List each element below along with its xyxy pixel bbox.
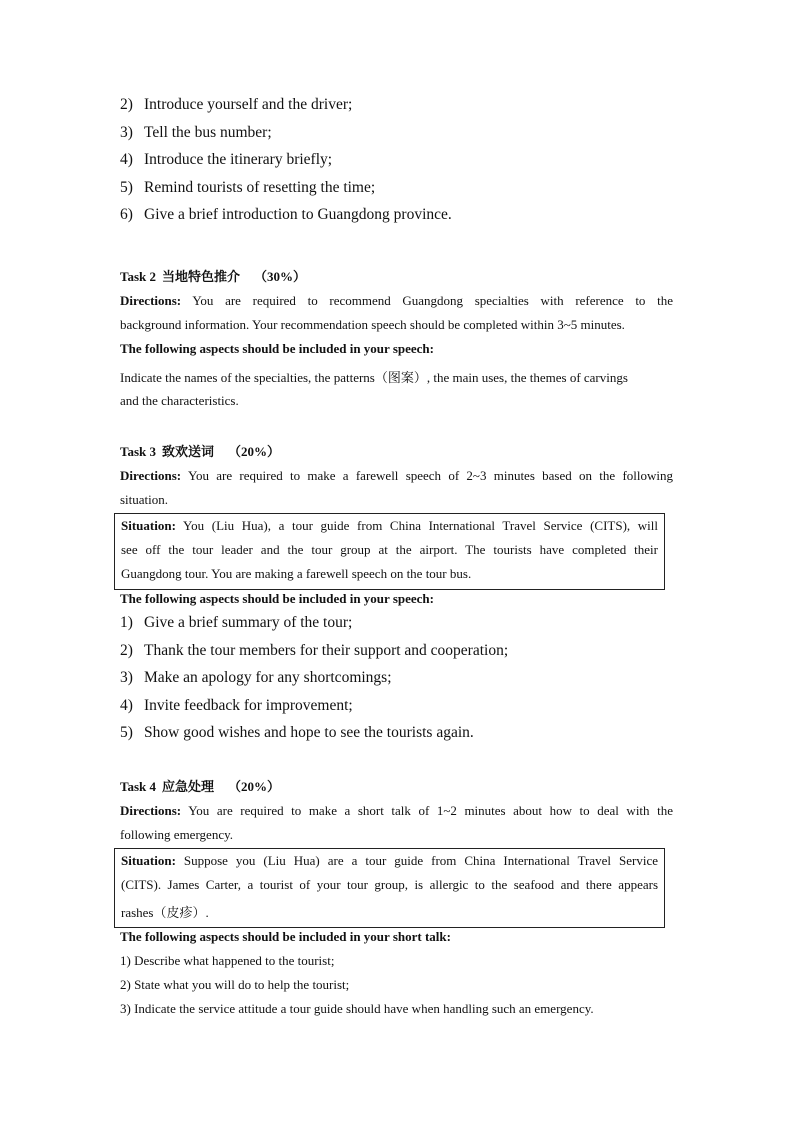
- task4-situation-box: [114, 848, 665, 928]
- task4-heading: Task 4 应急处理 （20%）: [120, 779, 281, 794]
- list-item: 5) Remind tourists of resetting the time;: [120, 179, 376, 196]
- list-item: 2) Thank the tour members for their support and cooperation;: [120, 642, 509, 659]
- task2-aspects-heading: The following aspects should be included in your speech:: [120, 341, 434, 356]
- list-item: 1) Give a brief summary of the tour;: [120, 614, 353, 631]
- list-item: 5) Show good wishes and hope to see the tourists again.: [120, 724, 474, 741]
- task4-directions-line2: following emergency.: [120, 827, 233, 842]
- list-item: 3) Make an apology for any shortcomings;: [120, 669, 392, 686]
- task2-aspects-line1: Indicate the names of the specialties, the patterns（图案）, the main uses, the themes of carvings: [120, 370, 628, 385]
- list-item: 2) State what you will do to help the tourist;: [120, 977, 350, 992]
- task2-directions-line2: background information. Your recommendation speech should be completed within 3~5 minutes.: [120, 317, 625, 332]
- task3-heading: Task 3 致欢送词 （20%）: [120, 444, 281, 459]
- task4-directions-line1: Directions: You are required to make a short talk of 1~2 minutes about how to deal with the: [120, 803, 673, 818]
- task2-heading: Task 2 当地特色推介 （30%）: [120, 269, 307, 284]
- task4-aspects-heading: The following aspects should be included in your short talk:: [120, 929, 451, 944]
- task4-situation-line3: rashes（皮疹）.: [121, 905, 209, 920]
- task3-situation-line3: Guangdong tour. You are making a farewell speech on the tour bus.: [121, 566, 472, 581]
- task2-aspects-line2: and the characteristics.: [120, 393, 239, 408]
- task3-situation-line2: see off the tour leader and the tour group at the airport. The tourists have completed their: [121, 542, 658, 557]
- list-item: 6) Give a brief introduction to Guangdong province.: [120, 206, 452, 223]
- task3-situation-box: [114, 513, 665, 590]
- task3-directions-line1: Directions: You are required to make a farewell speech of 2~3 minutes based on the following: [120, 468, 673, 483]
- task4-situation-line1: Situation: Suppose you (Liu Hua) are a tour guide from China International Travel Service: [121, 853, 658, 868]
- list-item: 2) Introduce yourself and the driver;: [120, 96, 353, 113]
- task4-situation-line2: (CITS). James Carter, a tourist of your tour group, is allergic to the seafood and there appears: [121, 877, 658, 892]
- task3-aspects-heading: The following aspects should be included in your speech:: [120, 591, 434, 606]
- list-item: 4) Invite feedback for improvement;: [120, 697, 353, 714]
- list-item: 4) Introduce the itinerary briefly;: [120, 151, 333, 168]
- list-item: 3) Tell the bus number;: [120, 124, 272, 141]
- list-item: 3) Indicate the service attitude a tour guide should have when handling such an emergency.: [120, 1001, 594, 1016]
- task3-directions-line2: situation.: [120, 492, 169, 507]
- list-item: 1) Describe what happened to the tourist;: [120, 953, 335, 968]
- task3-situation-line1: Situation: You (Liu Hua), a tour guide from China International Travel Service (CITS), will: [121, 518, 658, 533]
- task2-directions-line1: Directions: You are required to recommend Guangdong specialties with reference to the: [120, 293, 673, 308]
